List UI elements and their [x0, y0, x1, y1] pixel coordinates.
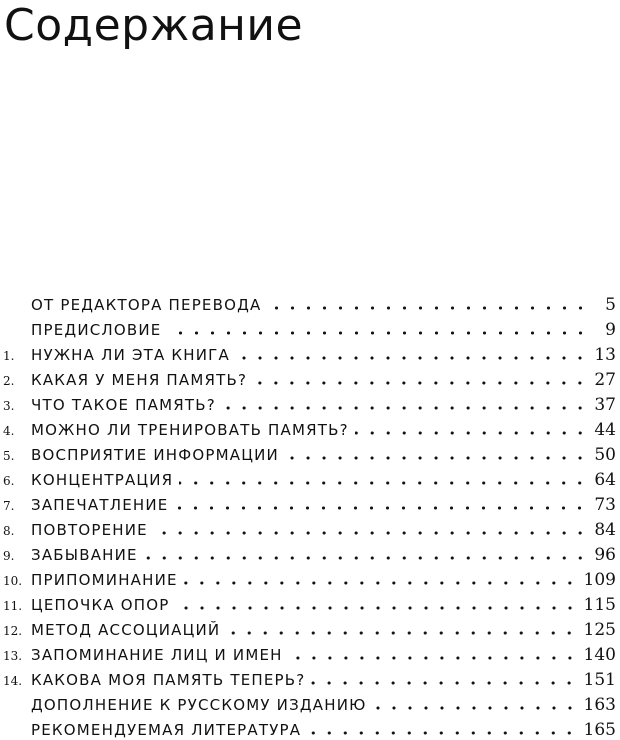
- dot-leader: [222, 405, 588, 411]
- toc-entry-body: [31, 670, 616, 690]
- dot-leader: [311, 680, 577, 686]
- toc-chapter-title: ЗАПОМИНАНИЕ ЛИЦ И ИМЕН: [31, 646, 283, 664]
- toc-page-number: 13: [594, 345, 616, 365]
- toc-chapter-title: МЕТОД АССОЦИАЦИЙ: [31, 621, 221, 639]
- dot-leader: [168, 330, 589, 336]
- dot-leader: [268, 305, 589, 311]
- toc-chapter-number: 4.: [3, 424, 15, 438]
- toc-entry-body: [31, 495, 616, 515]
- toc-entry-body: [31, 470, 616, 490]
- toc-chapter-title: РЕКОМЕНДУЕМАЯ ЛИТЕРАТУРА: [31, 721, 302, 739]
- toc-chapter-number: 7.: [3, 499, 15, 513]
- toc-chapter-title: ПРИПОМИНАНИЕ: [31, 571, 178, 589]
- toc-entry[interactable]: [0, 615, 620, 640]
- toc-page-number: 163: [583, 695, 616, 715]
- toc-page-number: 44: [594, 420, 616, 440]
- dot-leader: [179, 480, 588, 486]
- toc-page-number: 115: [583, 595, 616, 615]
- toc-page-number: 73: [594, 495, 616, 515]
- toc-entry-body: [31, 520, 616, 540]
- toc-chapter-title: ВОСПРИЯТИЕ ИНФОРМАЦИИ: [31, 446, 279, 464]
- dot-leader: [144, 555, 588, 561]
- toc-entry[interactable]: [0, 340, 620, 365]
- toc-chapter-number: 13.: [3, 649, 23, 663]
- toc-page-number: 5: [605, 295, 616, 315]
- dot-leader: [226, 630, 577, 636]
- toc-entry[interactable]: [0, 690, 620, 715]
- toc-chapter-number: 10.: [3, 574, 23, 588]
- toc-entry-body: [31, 395, 616, 415]
- toc-chapter-title: ДОПОЛНЕНИЕ К РУССКОМУ ИЗДАНИЮ: [31, 696, 367, 714]
- toc-chapter-number: 6.: [3, 474, 15, 488]
- toc-chapter-number: 14.: [3, 674, 23, 688]
- toc-entry[interactable]: [0, 565, 620, 590]
- toc-entry[interactable]: [0, 515, 620, 540]
- toc-chapter-title: ОТ РЕДАКТОРА ПЕРЕВОДА: [31, 296, 262, 314]
- toc-chapter-title: ПОВТОРЕНИЕ: [31, 521, 148, 539]
- toc-chapter-title: ПРЕДИСЛОВИЕ: [31, 321, 162, 339]
- toc-entry[interactable]: [0, 540, 620, 565]
- toc-page-number: 140: [583, 645, 616, 665]
- toc-page-number: 9: [605, 320, 616, 340]
- toc-entry-body: [31, 620, 616, 640]
- toc-chapter-title: ЗАПЕЧАТЛЕНИЕ: [31, 496, 169, 514]
- toc-entry[interactable]: [0, 415, 620, 440]
- toc-entry[interactable]: [0, 715, 620, 740]
- toc-entry-body: [31, 295, 616, 315]
- toc-entry-body: [31, 320, 616, 340]
- toc-page-number: 37: [594, 395, 616, 415]
- toc-chapter-title: КОНЦЕНТРАЦИЯ: [31, 471, 174, 489]
- toc-entry-body: [31, 695, 616, 715]
- toc-entry-body: [31, 370, 616, 390]
- toc-entry[interactable]: [0, 440, 620, 465]
- toc-chapter-number: 9.: [3, 549, 15, 563]
- toc-chapter-title: МОЖНО ЛИ ТРЕНИРОВАТЬ ПАМЯТЬ?: [31, 421, 349, 439]
- toc-chapter-title: ЧТО ТАКОЕ ПАМЯТЬ?: [31, 396, 216, 414]
- toc-entry[interactable]: [0, 590, 620, 615]
- dot-leader: [176, 605, 578, 611]
- table-of-contents: [0, 290, 620, 740]
- toc-chapter-title: ЗАБЫВАНИЕ: [31, 546, 138, 564]
- toc-chapter-number: 1.: [3, 349, 15, 363]
- toc-chapter-title: ЦЕПОЧКА ОПОР: [31, 596, 170, 614]
- dot-leader: [285, 455, 588, 461]
- dot-leader: [253, 380, 588, 386]
- toc-entry[interactable]: [0, 640, 620, 665]
- toc-chapter-number: 11.: [3, 599, 23, 613]
- toc-entry-body: [31, 720, 616, 740]
- toc-entry[interactable]: [0, 315, 620, 340]
- toc-chapter-number: 5.: [3, 449, 15, 463]
- toc-entry-body: [31, 420, 616, 440]
- toc-page-number: 84: [594, 520, 616, 540]
- toc-page-number: 96: [594, 545, 616, 565]
- toc-chapter-number: 3.: [3, 399, 15, 413]
- toc-chapter-number: 12.: [3, 624, 23, 638]
- dot-leader: [355, 430, 588, 436]
- page-title: Содержание: [4, 0, 304, 51]
- toc-chapter-number: 2.: [3, 374, 15, 388]
- dot-leader: [373, 705, 578, 711]
- toc-page-number: 151: [583, 670, 616, 690]
- toc-entry-body: [31, 645, 616, 665]
- toc-page-number: 125: [583, 620, 616, 640]
- toc-entry[interactable]: [0, 290, 620, 315]
- toc-entry-body: [31, 545, 616, 565]
- toc-entry[interactable]: [0, 390, 620, 415]
- toc-page-number: 27: [594, 370, 616, 390]
- dot-leader: [307, 730, 577, 736]
- toc-entry-body: [31, 345, 616, 365]
- dot-leader: [289, 655, 578, 661]
- toc-entry[interactable]: [0, 490, 620, 515]
- toc-entry[interactable]: [0, 365, 620, 390]
- toc-entry[interactable]: [0, 665, 620, 690]
- toc-page-number: 165: [583, 720, 616, 740]
- toc-page-number: 64: [594, 470, 616, 490]
- toc-chapter-title: НУЖНА ЛИ ЭТА КНИГА: [31, 346, 230, 364]
- toc-chapter-number: 8.: [3, 524, 15, 538]
- dot-leader: [184, 580, 578, 586]
- dot-leader: [154, 530, 588, 536]
- toc-entry-body: [31, 595, 616, 615]
- toc-page-number: 109: [583, 570, 616, 590]
- toc-chapter-title: КАКАЯ У МЕНЯ ПАМЯТЬ?: [31, 371, 248, 389]
- toc-entry-body: [31, 570, 616, 590]
- dot-leader: [236, 355, 588, 361]
- toc-chapter-title: КАКОВА МОЯ ПАМЯТЬ ТЕПЕРЬ?: [31, 671, 306, 689]
- toc-entry-body: [31, 445, 616, 465]
- toc-entry[interactable]: [0, 465, 620, 490]
- toc-page-number: 50: [594, 445, 616, 465]
- dot-leader: [174, 505, 588, 511]
